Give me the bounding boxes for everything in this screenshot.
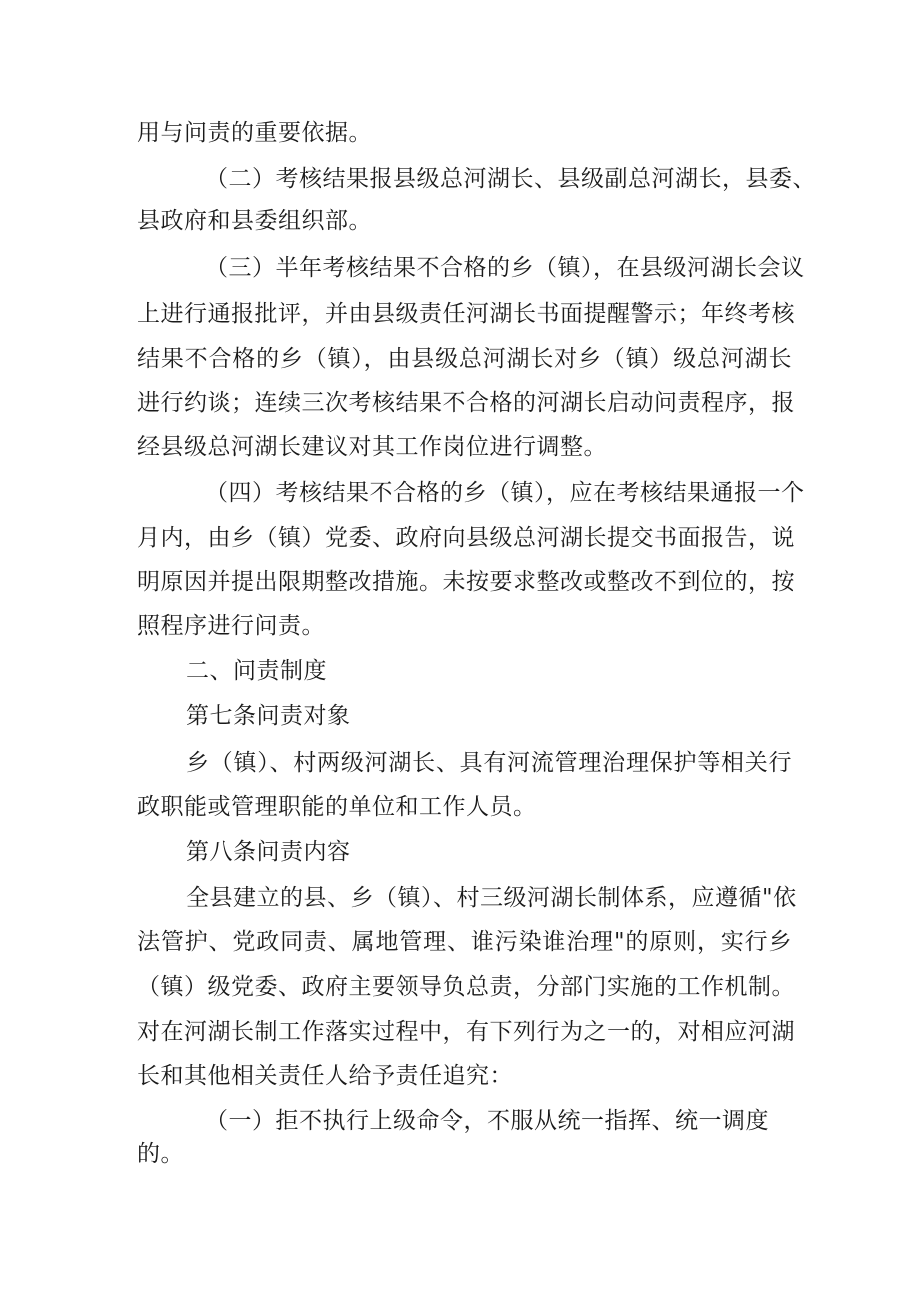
article-heading: 第八条问责内容 xyxy=(186,839,351,865)
text-line: 结果不合格的乡（镇），由县级总河湖长对乡（镇）级总河湖长 xyxy=(137,346,792,372)
text-line: 法管护、党政同责、属地管理、谁污染谁治理"的原则，实行乡 xyxy=(137,929,792,955)
text-line: 经县级总河湖长建议对其工作岗位进行调整。 xyxy=(137,434,607,460)
text-line: （镇）级党委、政府主要领导负总责，分部门实施的工作机制。 xyxy=(137,974,795,1000)
text-line: （三）半年考核结果不合格的乡（镇），在县级河湖长会议 xyxy=(205,255,805,281)
text-line: 的。 xyxy=(137,1141,184,1167)
text-line: （四）考核结果不合格的乡（镇），应在考核结果通报一个 xyxy=(205,480,805,506)
text-line: 长和其他相关责任人给予责任追究： xyxy=(137,1063,513,1089)
text-line: 政职能或管理职能的单位和工作人员。 xyxy=(137,794,537,820)
text-line: 全县建立的县、乡（镇）、村三级河湖长制体系，应遵循"依 xyxy=(186,885,797,911)
text-line: 上进行通报批评，并由县级责任河湖长书面提醒警示；年终考核 xyxy=(137,301,795,327)
text-line: 县政府和县委组织部。 xyxy=(137,208,372,234)
text-line: （二）考核结果报县级总河湖长、县级副总河湖长，县委、 xyxy=(205,166,816,192)
text-line: （一）拒不执行上级命令，不服从统一指挥、统一调度 xyxy=(205,1108,769,1134)
text-line: 用与问责的重要依据。 xyxy=(137,120,372,146)
text-line: 明原因并提出限期整改措施。未按要求整改或整改不到位的，按 xyxy=(137,569,795,595)
text-line: 照程序进行问责。 xyxy=(137,613,325,639)
article-heading: 第七条问责对象 xyxy=(186,703,351,729)
text-line: 对在河湖长制工作落实过程中，有下列行为之一的，对相应河湖 xyxy=(137,1019,795,1045)
text-line: 月内，由乡（镇）党委、政府向县级总河湖长提交书面报告，说 xyxy=(137,525,795,551)
text-line: 进行约谈；连续三次考核结果不合格的河湖长启动问责程序，报 xyxy=(137,390,795,416)
section-heading: 二、问责制度 xyxy=(186,658,327,684)
text-line: 乡（镇）、村两级河湖长、具有河流管理治理保护等相关行 xyxy=(186,750,792,776)
